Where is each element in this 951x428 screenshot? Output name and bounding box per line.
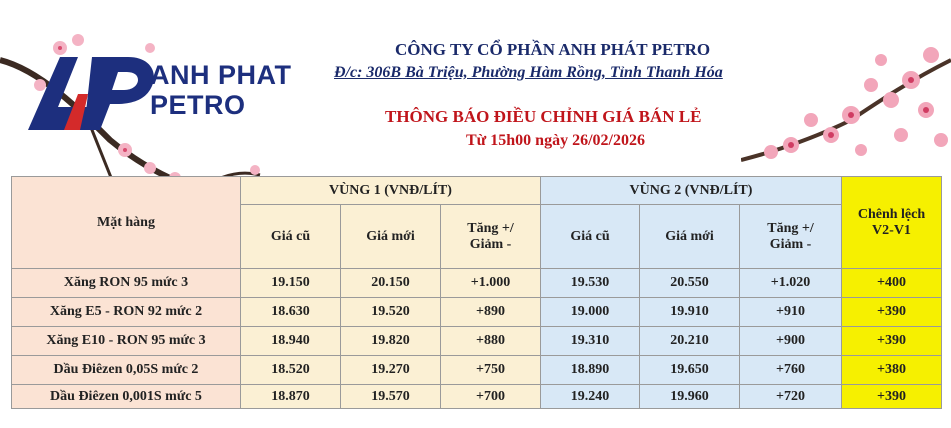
row-v2-change: +760: [740, 356, 842, 385]
header-v2-change: [740, 205, 842, 269]
row-v1-new: 19.570: [341, 385, 441, 409]
price-rows: [12, 269, 942, 409]
header-zone2: VÙNG 2 (VNĐ/LÍT): [541, 177, 842, 205]
row-name: Xăng E10 - RON 95 mức 3: [12, 327, 241, 356]
row-v1-change: +700: [441, 385, 541, 409]
header-v1-new: Giá mới: [341, 205, 441, 269]
row-v1-old: 18.520: [241, 356, 341, 385]
header-v1-change: [441, 205, 541, 269]
row-v2-change: +910: [740, 298, 842, 327]
row-v2-old: 19.310: [541, 327, 640, 356]
row-v2-old: 18.890: [541, 356, 640, 385]
logo-text-line1: ANH PHAT: [150, 60, 292, 90]
row-v1-old: 19.150: [241, 269, 341, 298]
row-v1-old: 18.940: [241, 327, 341, 356]
company-name: CÔNG TY CỔ PHẦN ANH PHÁT PETRO: [395, 40, 711, 59]
row-diff: +390: [842, 385, 942, 409]
row-v1-change: +880: [441, 327, 541, 356]
company-address: Đ/c: 306B Bà Triệu, Phường Hàm Rồng, Tỉnh Thanh Hóa: [334, 64, 723, 81]
header-v1-old: Giá cũ: [241, 205, 341, 269]
row-v1-new: 19.820: [341, 327, 441, 356]
row-v1-change: +1.000: [441, 269, 541, 298]
row-v1-new: 19.270: [341, 356, 441, 385]
row-name: Dầu Điêzen 0,001S mức 5: [12, 385, 241, 409]
row-v1-old: 18.630: [241, 298, 341, 327]
header-v2-new: Giá mới: [640, 205, 740, 269]
table-row: [12, 327, 942, 356]
row-v1-new: 19.520: [341, 298, 441, 327]
row-v1-change: +750: [441, 356, 541, 385]
row-diff: +400: [842, 269, 942, 298]
row-v2-old: 19.530: [541, 269, 640, 298]
table-row: [12, 356, 942, 385]
row-v1-change: +890: [441, 298, 541, 327]
row-diff: +380: [842, 356, 942, 385]
header-diff-label: Chênh lệch V2-V1: [857, 206, 926, 238]
row-v2-change: +1.020: [740, 269, 842, 298]
row-name: Xăng E5 - RON 92 mức 2: [12, 298, 241, 327]
table-row: [12, 269, 942, 298]
row-v2-change: +720: [740, 385, 842, 409]
row-v2-old: 19.000: [541, 298, 640, 327]
row-v2-new: 19.910: [640, 298, 740, 327]
notice-title: THÔNG BÁO ĐIỀU CHỈNH GIÁ BÁN LẺ: [385, 107, 702, 126]
header-v1-change-label: Tăng +/ Giảm -: [467, 220, 514, 252]
row-v1-new: 20.150: [341, 269, 441, 298]
row-v2-new: 19.960: [640, 385, 740, 409]
row-v1-old: 18.870: [241, 385, 341, 409]
header-zone1: VÙNG 1 (VNĐ/LÍT): [241, 177, 541, 205]
header-diff: [842, 177, 942, 269]
row-diff: +390: [842, 298, 942, 327]
header-v2-old: Giá cũ: [541, 205, 640, 269]
table-row: [12, 298, 942, 327]
header-item: Mặt hàng: [12, 177, 241, 269]
row-name: Dầu Điêzen 0,05S mức 2: [12, 356, 241, 385]
row-v2-new: 20.210: [640, 327, 740, 356]
row-name: Xăng RON 95 mức 3: [12, 269, 241, 298]
row-v2-old: 19.240: [541, 385, 640, 409]
row-v2-new: 20.550: [640, 269, 740, 298]
row-v2-change: +900: [740, 327, 842, 356]
row-diff: +390: [842, 327, 942, 356]
row-v2-new: 19.650: [640, 356, 740, 385]
price-table: [11, 176, 942, 409]
logo-text-line2: PETRO: [150, 90, 246, 120]
table-row: [12, 385, 942, 409]
logo-wordmark: [150, 60, 292, 120]
cherry-blossom-branch-right: [741, 40, 951, 180]
header-v2-change-label: Tăng +/ Giảm -: [767, 220, 814, 252]
notice-date: Từ 15h00 ngày 26/02/2026: [466, 132, 645, 149]
